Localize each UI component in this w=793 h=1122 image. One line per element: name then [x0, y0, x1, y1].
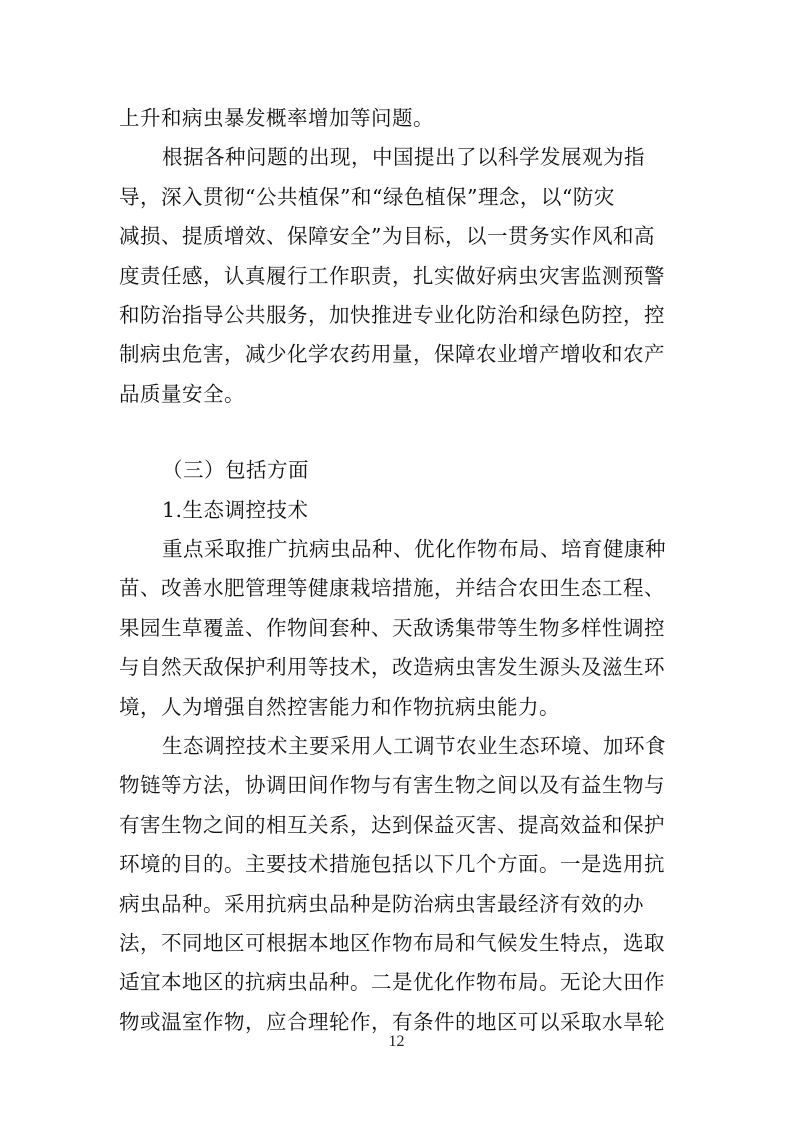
text-line: 环境的目的。主要技术措施包括以下几个方面。一是选用抗	[119, 852, 665, 876]
text-line: 导，深入贯彻“公共植保”和“绿色植保”理念，以“防灾	[119, 185, 615, 209]
text-line: 法，不同地区可根据本地区作物布局和气候发生特点，选取	[119, 931, 665, 955]
text-line: 减损、提质增效、保障安全”为目标，以一贯务实作风和高	[119, 224, 655, 248]
text-line: 上升和病虫暴发概率增加等问题。	[119, 106, 434, 130]
text-line: 病虫品种。采用抗病虫品种是防治病虫害最经济有效的办	[119, 892, 644, 916]
text-line: 制病虫危害，减少化学农药用量，保障农业增产增收和农产	[119, 342, 665, 366]
page-number: 12	[388, 1033, 405, 1050]
paragraph-first-line: 重点采取推广抗病虫品种、优化作物布局、培育健康种	[162, 537, 666, 561]
text-line: 物或温室作物，应合理轮作，有条件的地区可以采取水旱轮	[119, 1010, 665, 1034]
paragraph-first-line: 生态调控技术主要采用人工调节农业生态环境、加环食	[162, 734, 666, 758]
paragraph-first-line: 根据各种问题的出现，中国提出了以科学发展观为指	[162, 145, 645, 169]
text-line: 境，人为增强自然控害能力和作物抗病虫能力。	[119, 695, 560, 719]
text-line: 与自然天敌保护利用等技术，改造病虫害发生源头及滋生环	[119, 655, 665, 679]
section-heading: （三）包括方面	[162, 458, 309, 482]
subsection-heading: 1.生态调控技术	[162, 498, 309, 522]
text-line: 有害生物之间的相互关系，达到保益灭害、提高效益和保护	[119, 813, 665, 837]
text-line: 品质量安全。	[119, 382, 245, 406]
text-line: 果园生草覆盖、作物间套种、天敌诱集带等生物多样性调控	[119, 616, 665, 640]
text-line: 度责任感，认真履行工作职责，扎实做好病虫灾害监测预警	[119, 264, 665, 288]
text-line: 和防治指导公共服务，加快推进专业化防治和绿色防控，控	[119, 303, 665, 327]
text-line: 适宜本地区的抗病虫品种。二是优化作物布局。无论大田作	[119, 970, 665, 994]
text-line: 物链等方法，协调田间作物与有害生物之间以及有益生物与	[119, 773, 665, 797]
text-line: 苗、改善水肥管理等健康栽培措施，并结合农田生态工程、	[119, 576, 665, 600]
